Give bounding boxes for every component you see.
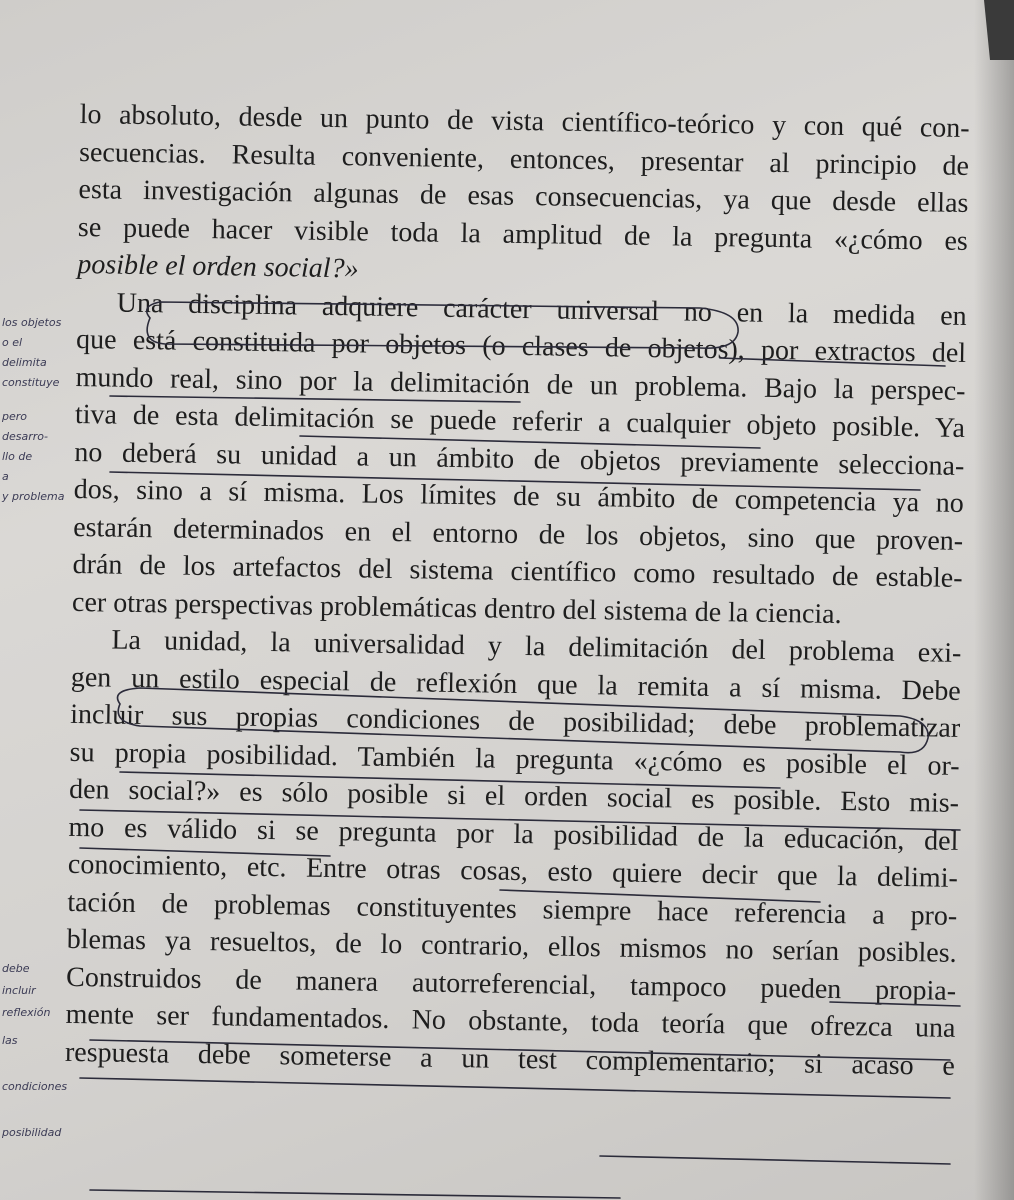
text-line: secuencias. Resulta conveniente, entonces, presentar al principio de (78, 136, 970, 182)
text-line: drán de los artefactos del sistema científico como resultado de estable- (72, 548, 963, 594)
text-line: mente ser fundamentados. No obstante, toda teoría que ofrezca una (65, 998, 956, 1044)
margin-note: los objetos (2, 316, 62, 329)
margin-note: reflexión (2, 1006, 51, 1019)
margin-note: las (2, 1034, 18, 1047)
margin-note: condiciones (2, 1080, 68, 1093)
margin-note: y problema (2, 490, 65, 503)
text-line: posible el orden social?» (77, 248, 359, 285)
text-line: cer otras perspectivas problemáticas dentro del sistema de la ciencia. (71, 586, 842, 630)
text-line: se puede hacer visible toda la amplitud de la pregunta «¿cómo es (77, 211, 969, 257)
underline-mark (600, 1156, 950, 1164)
text-line: conocimiento, etc. Entre otras cosas, esto quiere decir que la delimi- (67, 848, 959, 894)
text-line: blemas ya resueltos, de lo contrario, ellos mismos no serían posibles. (66, 923, 957, 969)
margin-note: constituye (2, 376, 60, 389)
margin-note: incluir (2, 984, 36, 997)
text-line: mundo real, sino por la delimitación de un problema. Bajo la perspec- (75, 361, 966, 407)
margin-note: debe (2, 962, 30, 975)
text-line: que está constituida por objetos (o clases de objetos), por extractos del (75, 323, 967, 369)
margin-note: delimita (2, 356, 47, 369)
text-line: mo es válido si se pregunta por la posibilidad de la educación, del (68, 811, 959, 857)
margin-note: desarro- (2, 430, 48, 443)
text-line: tiva de esta delimitación se puede referir a cualquier objeto posible. Ya (74, 398, 966, 444)
margin-note: a (2, 470, 9, 483)
text-line: Construidos de manera autorreferencial, tampoco pueden propia- (65, 961, 957, 1007)
text-line: gen un estilo especial de reflexión que la remita a sí misma. Debe (70, 661, 962, 707)
text-line: estarán determinados en el entorno de los objetos, sino que proven- (72, 511, 964, 557)
page-edge-shadow (974, 0, 1014, 1200)
margin-note: pero (2, 410, 28, 423)
margin-note: llo de (2, 450, 33, 463)
underline-mark (90, 1190, 620, 1198)
margin-note: o el (2, 336, 23, 349)
text-line: Una disciplina adquiere carácter universal no en la medida en (116, 287, 967, 332)
text-line: incluir sus propias condiciones de posibilidad; debe problematizar (70, 698, 961, 744)
text-line: La unidad, la universalidad y la delimitación del problema exi- (111, 624, 962, 669)
text-line: respuesta debe someterse a un test complementario; si acaso e (64, 1036, 956, 1082)
text-line: dos, sino a sí misma. Los límites de su ámbito de competencia ya no (73, 473, 964, 519)
text-line: den social?» es sólo posible si el orden social es posible. Esto mis- (68, 773, 960, 819)
text-line: tación de problemas constituyentes siempre hace referencia a pro- (67, 886, 958, 932)
text-line: esta investigación algunas de esas consecuencias, ya que desde ellas (78, 173, 969, 219)
text-line: su propia posibilidad. También la pregunta «¿cómo es posible el or- (69, 736, 960, 782)
margin-note: posibilidad (2, 1126, 62, 1139)
book-page-text (65, 96, 970, 1085)
text-line: no deberá su unidad a un ámbito de objetos previamente selecciona- (74, 436, 965, 482)
text-line: lo absoluto, desde un punto de vista científico-teórico y con qué con- (79, 98, 970, 144)
